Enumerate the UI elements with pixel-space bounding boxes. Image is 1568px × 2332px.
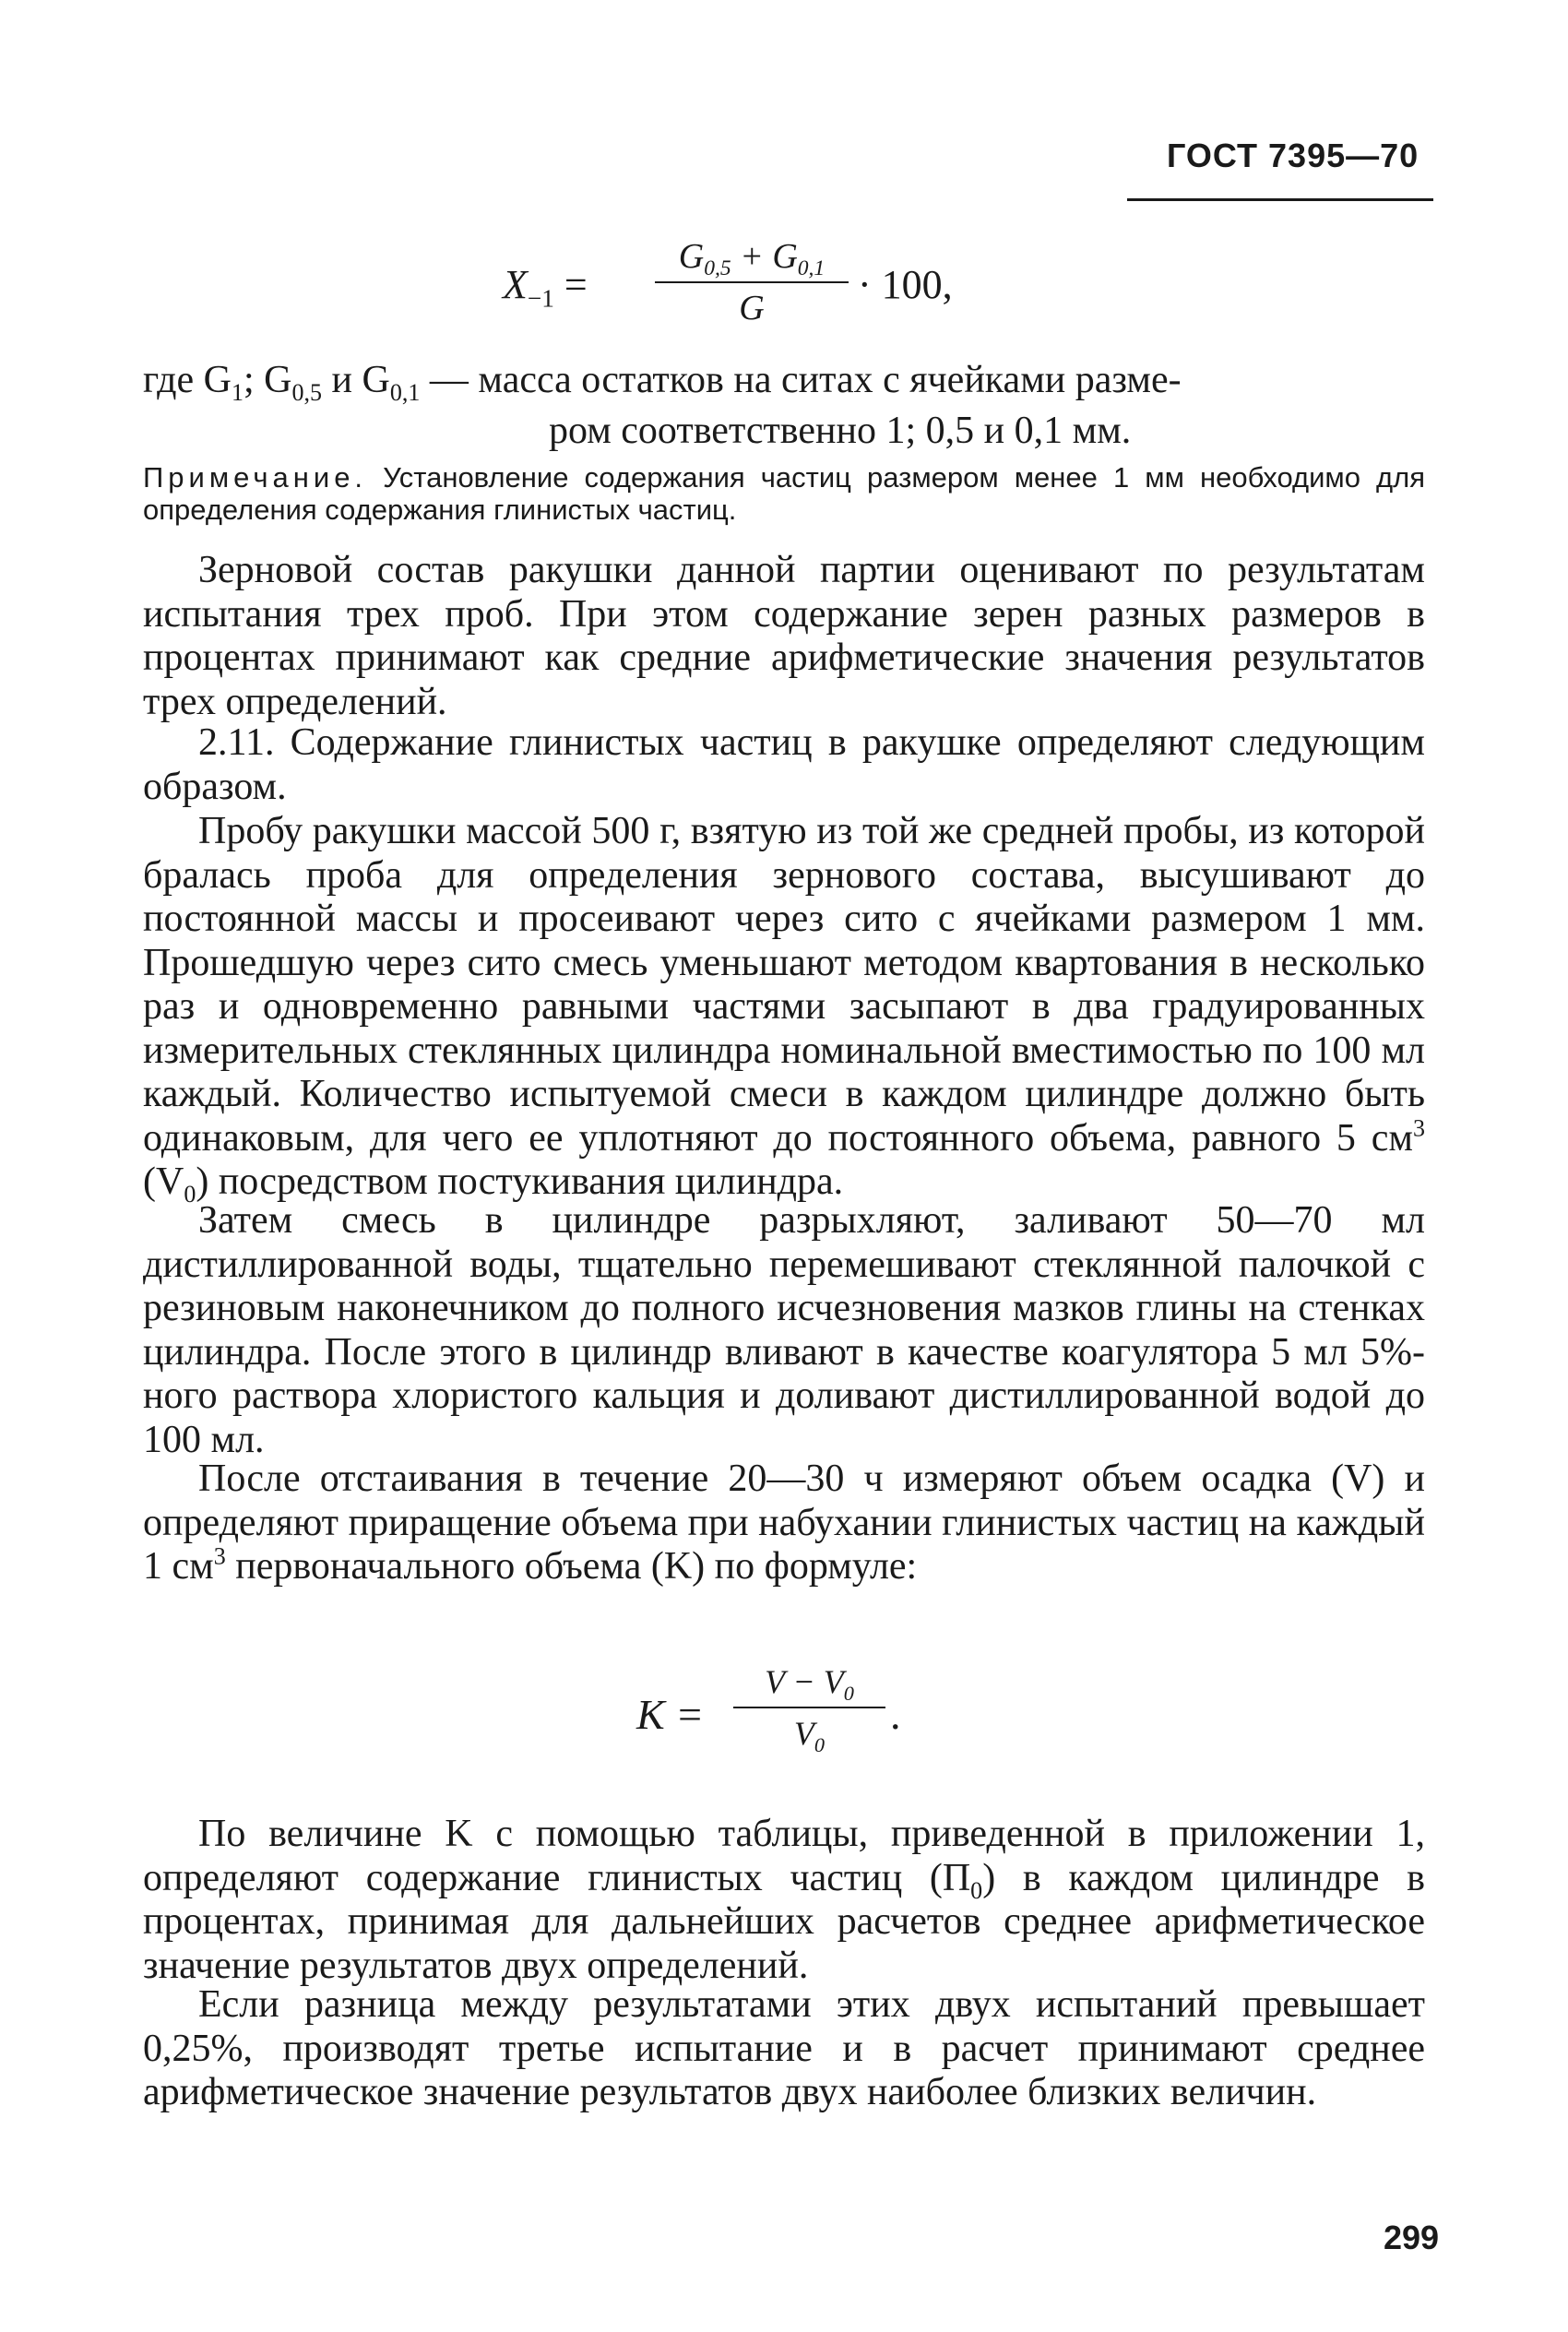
formula-x-minus-1: [503, 235, 1056, 355]
note: [143, 461, 1425, 526]
formula2-lhs: K =: [636, 1691, 705, 1738]
paragraph-table-lookup: По величине K с помощью таблицы, приведенной в приложении 1, определяют содержание глинистых частиц $(П_0)$ в каждом цилиндре в процентах, принимая для дальнейших расчетов среднее арифметическое значение результатов двух определений.: [143, 1813, 1425, 1987]
formula1-lhs: $X_{-1}$ =: [503, 262, 588, 313]
formula-k: [636, 1660, 1005, 1790]
document-header: ГОСТ 7395—70: [1167, 137, 1420, 174]
paragraph-2-11: 2.11. Содержание глинистых частиц в ракушке определяют следующим образом.: [143, 721, 1425, 808]
paragraph-sample-preparation: Пробу ракушки массой 500 г, взятую из той же средней пробы, из которой бралась проба для определения зернового состава, высушивают до постоянной массы и просеивают через сито с ячейками размером 1 мм. Прошедшую через сито смесь уменьшают методом квартования в несколько раз и одновременно равными частями засыпают в два градуированных измерительных стеклянных цилиндра номинальной вместимостью по 100 мл каждый. Количество испытуемой смеси в каждом цилиндре должно быть одинаковым, для чего ее уплотняют до постоянного объема, равного 5 $см^3$ $(V_0)$ посредством постукивания цилиндра.: [143, 810, 1425, 1208]
formula2-denominator: $V_0$: [793, 1715, 826, 1756]
paragraph-grain-composition: Зерновой состав ракушки данной партии оценивают по результатам испытания трех проб. При этом содержание зерен разных размеров в процентах принимают как средние арифметические значения результатов трех определений.: [143, 549, 1425, 723]
formula2-dot: .: [890, 1691, 901, 1738]
page-number: 299: [1384, 2219, 1440, 2256]
formula1-rhs: · 100,: [858, 262, 953, 307]
note-label: Примечание.: [143, 461, 368, 494]
formula2-fraction: [733, 1660, 885, 1755]
paragraph-mixing: Затем смесь в цилиндре разрыхляют, заливают 50—70 мл дистиллированной воды, тщательно перемешивают стеклянной палочкой с резиновым наконечником до полного исчезновения мазков глины на стенках цилиндра. После этого в цилиндр вливают в качестве коагулятора 5 мл 5%-ного раствора хлористого кальция и доливают дистиллированной водой до 100 мл.: [143, 1199, 1425, 1461]
fraction-bar: [733, 1707, 885, 1708]
formula1-numerator: $G_{0,5} + G_{0,1}$: [678, 237, 826, 281]
formula1-fraction: [655, 235, 849, 329]
header-rule: [1127, 198, 1433, 201]
paragraph-third-test: Если разница между результатами этих двух испытаний превышает 0,25%, производят третье испытание и в расчет принимают среднее арифметическое значение результатов двух наиболее близких величин.: [143, 1983, 1425, 2113]
paragraph-settling: После отстаивания в течение 20—30 ч измеряют объем осадка (V) и определяют приращение объема при набухании глинистых частиц на каждый 1 $см^3$ первоначального объема (K) по формуле:: [143, 1458, 1425, 1588]
formula1-denominator: G: [739, 289, 765, 327]
fraction-bar: [655, 281, 849, 283]
note-text: Установление содержания частиц размером менее 1 мм необходимо для определения содержания глинистых частиц.: [143, 461, 1425, 526]
where-clause: где $G_1$; $G_{0,5}$ и $G_{0,1}$ — масса остатков на ситах с ячейками разме- ром соответственно 1; 0,5 и 0,1 мм.: [143, 359, 1182, 452]
formula2-numerator: $V - V_0$: [765, 1663, 854, 1705]
